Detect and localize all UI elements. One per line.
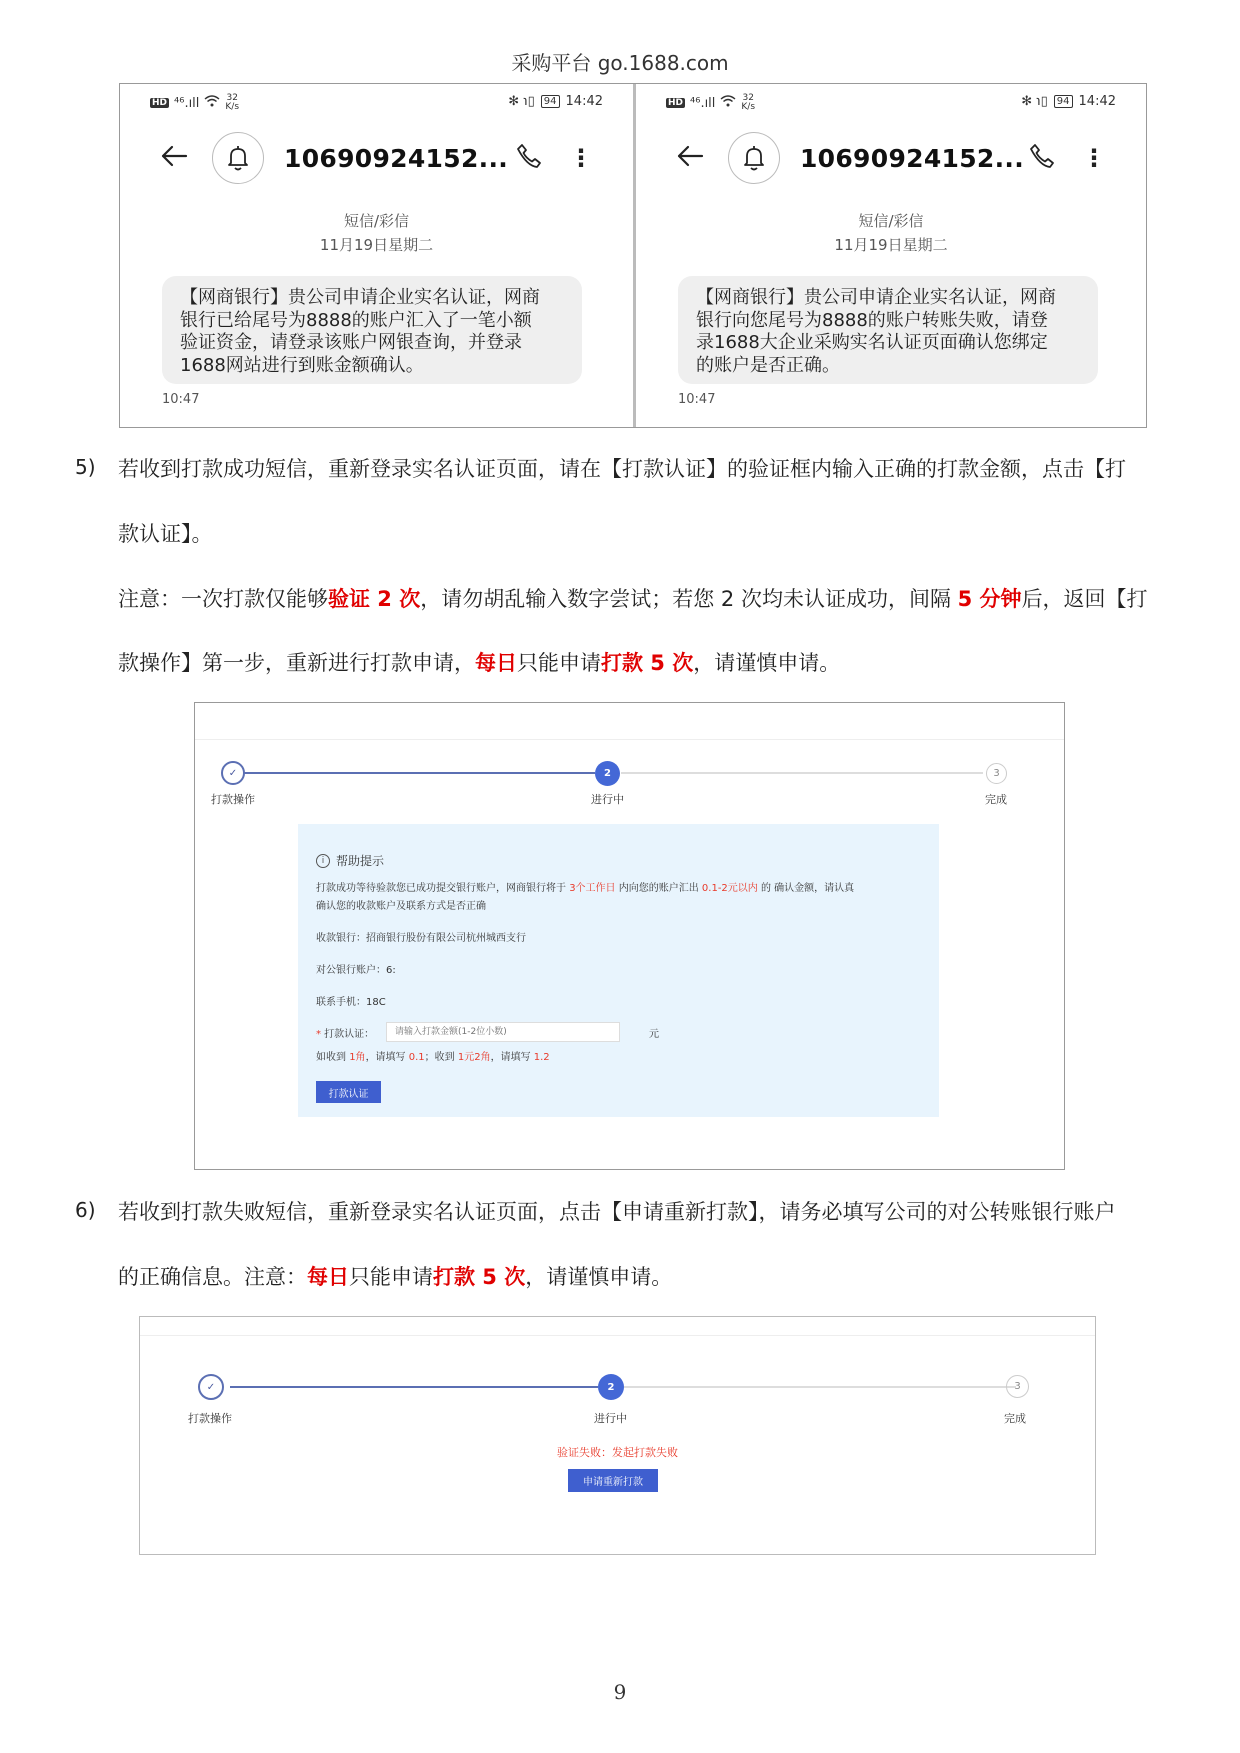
net-speed: 32 K/s <box>741 93 756 112</box>
back-arrow-icon[interactable] <box>160 141 212 176</box>
hd-icon: HD <box>152 98 168 108</box>
text-span: ，请谨慎申请。 <box>525 1265 673 1289</box>
verify-amount-input[interactable] <box>386 1022 620 1042</box>
message-date: 11月19日星期二 <box>834 236 948 254</box>
message-type: 短信/彩信 <box>343 212 410 230</box>
help-description <box>316 879 854 894</box>
step-label: 完成 <box>985 793 1007 806</box>
text-span: 的 确认金额，请认真 <box>757 883 855 894</box>
step-connector-pending <box>624 1386 1016 1388</box>
message-line: 录1688大企业采购实名认证页面确认您绑定 <box>696 332 1048 353</box>
bank-account: 对公银行账户：6: <box>316 965 396 976</box>
step-active: 2 <box>598 1374 624 1400</box>
highlight-text: 3个工作日 <box>569 883 616 894</box>
message-line: 银行已给尾号为8888的账户汇入了一笔小额 <box>180 309 532 331</box>
step-active: 2 <box>595 761 620 786</box>
item6-line2 <box>118 1261 672 1291</box>
message-time: 10:47 <box>678 392 716 407</box>
help-title <box>316 852 384 869</box>
item5-line1: 若收到打款成功短信，重新登录实名认证页面，请在【打款认证】的验证框内输入正确的打款金额，点击【打 <box>118 457 1126 481</box>
sms-toolbar <box>160 128 593 188</box>
step-label: 完成 <box>1004 1412 1026 1425</box>
help-description-2: 确认您的收款账户及联系方式是否正确 <box>316 901 486 912</box>
battery-icon: 94 <box>1054 95 1073 108</box>
contact-phone: 联系手机：18C <box>316 997 386 1008</box>
verification-screenshot <box>194 702 1065 1170</box>
text-span: ，请填写 <box>365 1052 409 1063</box>
highlight-text: 1角 <box>349 1052 366 1063</box>
text-span: 只能申请 <box>349 1265 433 1289</box>
item5-line2: 款认证】。 <box>118 522 213 546</box>
wifi-icon <box>204 95 220 111</box>
emphasis-text: 每日 <box>475 651 517 675</box>
message-line: 银行向您尾号为8888的账户转账失败，请登 <box>696 309 1048 331</box>
message-line: 验证资金，请登录该账户网银查询，并登录 <box>180 332 522 353</box>
message-line: 【网商银行】贵公司申请企业实名认证，网商 <box>180 287 540 308</box>
currency-unit: 元 <box>649 1029 659 1040</box>
text-span: 内向您的账户汇出 <box>615 883 702 894</box>
highlight-text: 0.1-2元以内 <box>701 883 758 894</box>
more-options-icon[interactable]: ⋮ <box>569 144 593 172</box>
text-span: ，请谨慎申请。 <box>693 651 841 675</box>
item5-note1 <box>118 583 1148 613</box>
message-time: 10:47 <box>162 392 200 407</box>
item-number: 6) <box>75 1198 96 1222</box>
emphasis-text: 5 分钟 <box>957 587 1022 611</box>
message-line: 1688网站进行到账金额确认。 <box>180 354 424 376</box>
text-span: 只能申请 <box>517 651 601 675</box>
message-line: 的账户是否正确。 <box>696 354 840 376</box>
sms-toolbar <box>676 128 1106 188</box>
hd-icon: HD <box>668 98 684 108</box>
emphasis-text: 打款 5 次 <box>433 1265 526 1289</box>
more-options-icon[interactable]: ⋮ <box>1082 144 1106 172</box>
step-connector-done <box>243 772 595 774</box>
message-type: 短信/彩信 <box>858 212 924 230</box>
step-connector-pending <box>621 772 983 774</box>
call-icon[interactable] <box>1024 142 1060 174</box>
emphasis-text: 每日 <box>307 1265 349 1289</box>
verify-payment-button[interactable]: 打款认证 <box>316 1081 381 1103</box>
text-span: 款操作】第一步，重新进行打款申请， <box>118 651 475 675</box>
bell-icon[interactable] <box>728 132 780 184</box>
phone-screen-failure <box>633 84 1146 427</box>
failure-message: 验证失败：发起打款失败 <box>557 1446 678 1459</box>
fill-example <box>316 1048 550 1063</box>
divider <box>195 739 1064 740</box>
net-speed: 32 K/s <box>225 93 240 112</box>
highlight-text: 1.2 <box>533 1052 550 1063</box>
help-title-text: 帮助提示 <box>336 854 385 868</box>
status-bar <box>150 94 603 114</box>
step-label: 打款操作 <box>188 1412 232 1425</box>
signal-icon: ⁴⁶.ıll <box>174 95 200 111</box>
step-pending: 3 <box>1006 1375 1029 1398</box>
step-connector-done <box>230 1386 598 1388</box>
text-span: 的正确信息。注意： <box>118 1265 307 1289</box>
text-span: 注意：一次打款仅能够 <box>118 587 328 611</box>
step-pending: 3 <box>986 763 1007 784</box>
highlight-text: 0.1 <box>408 1052 425 1063</box>
sms-screenshots <box>119 83 1147 428</box>
step-done-check-icon: ✓ <box>198 1374 224 1400</box>
step-label: 打款操作 <box>211 793 255 806</box>
emphasis-text: 打款 5 次 <box>601 651 694 675</box>
bell-icon[interactable] <box>212 132 264 184</box>
text-span: 后，返回【打 <box>1021 587 1148 611</box>
text-span: 如收到 <box>316 1052 350 1063</box>
back-arrow-icon[interactable] <box>676 141 728 176</box>
step-done-check-icon: ✓ <box>221 761 245 785</box>
text-span: 打款成功等待验款您已成功提交银行账户，网商银行将于 <box>316 883 570 894</box>
bluetooth-vibrate-icons: ✻ ℩▯ <box>508 94 535 109</box>
help-panel <box>298 824 939 1117</box>
item-number: 5) <box>75 455 96 479</box>
item6-line1: 若收到打款失败短信，重新登录实名认证页面，点击【申请重新打款】，请务必填写公司的对公转账银行账户 <box>118 1200 1116 1224</box>
message-date: 11月19日星期二 <box>319 236 434 254</box>
wifi-icon <box>720 95 736 111</box>
message-line: 【网商银行】贵公司申请企业实名认证，网商 <box>696 287 1056 308</box>
step-label: 进行中 <box>594 1412 627 1425</box>
divider <box>140 1335 1095 1336</box>
phone-screen-success <box>120 84 633 427</box>
page-number: 9 <box>613 1680 627 1704</box>
text-span: ；收到 <box>424 1052 458 1063</box>
required-marker: * <box>316 1029 321 1040</box>
message-bubble <box>678 276 1098 384</box>
item5-note2 <box>118 647 840 677</box>
clock: 14:42 <box>1078 94 1116 109</box>
highlight-text: 1元2角 <box>457 1052 491 1063</box>
clock: 14:42 <box>565 94 603 109</box>
message-bubble <box>162 276 582 384</box>
text-span: ，请填写 <box>490 1052 534 1063</box>
receiving-bank: 收款银行：招商银行股份有限公司杭州城西支行 <box>316 933 526 944</box>
text-span: ，请勿胡乱输入数字尝试；若您 2 次均未认证成功，间隔 <box>420 587 958 611</box>
signal-icon: ⁴⁶.ıll <box>690 95 716 111</box>
battery-icon: 94 <box>541 95 560 108</box>
page-header: 采购平台 go.1688.com <box>511 51 729 75</box>
verify-label <box>316 1025 374 1040</box>
step-label: 进行中 <box>591 793 624 806</box>
info-icon: i <box>316 854 330 868</box>
sender-number: 10690924152... <box>284 143 509 173</box>
status-bar <box>666 94 1116 114</box>
sender-number: 10690924152... <box>799 143 1025 173</box>
emphasis-text: 验证 2 次 <box>328 587 421 611</box>
reapply-payment-button[interactable]: 申请重新打款 <box>568 1469 658 1492</box>
call-icon[interactable] <box>511 142 547 174</box>
bluetooth-vibrate-icons: ✻ ℩▯ <box>1021 94 1048 109</box>
text-span: 打款认证： <box>321 1029 375 1040</box>
payment-failed-screenshot <box>139 1316 1096 1555</box>
